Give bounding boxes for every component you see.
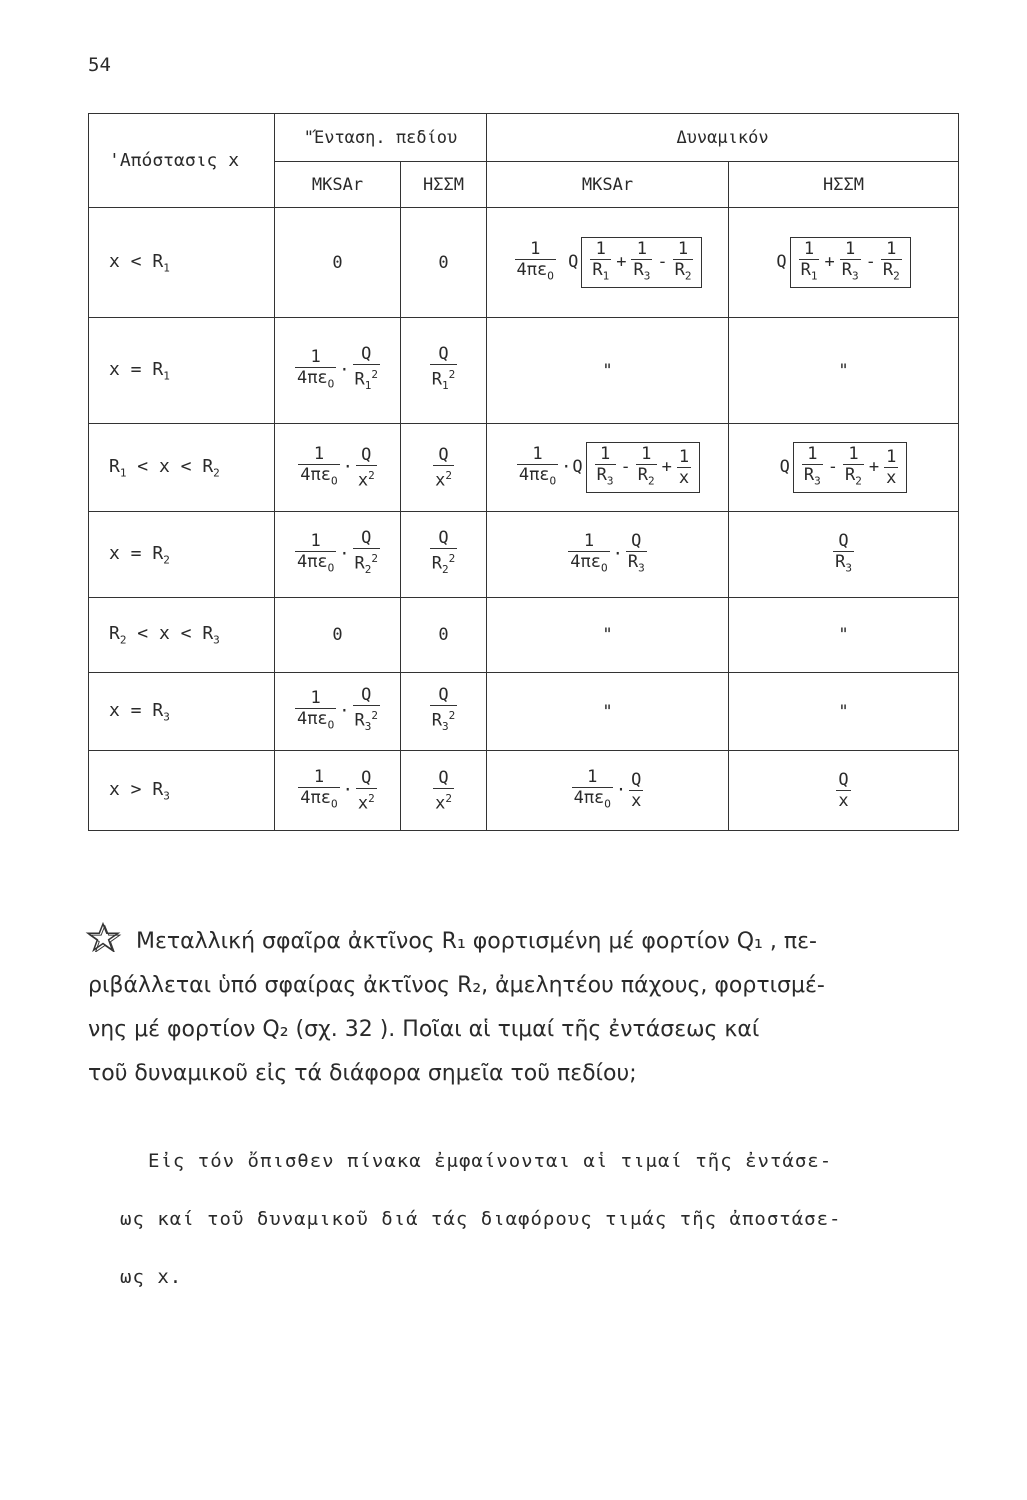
table-row [89,751,959,831]
answer-line: ως καί τοῦ δυναμικοῦ διά τάς διαφόρους τιμάς τῆς ἀποστάσε- [120,1208,842,1230]
potential-hssm-value: Q $\frac{1}{R_1}$ + $\frac{1}{R_3}$ - $\frac{1}{R_2}$ [729,208,959,318]
field-hssm-value: $\frac{Q}{x^2}$ [401,424,487,512]
header-potential-mksa: MKSAr [487,162,729,208]
header-field: "Ένταση. πεδίου [275,114,487,162]
field-hssm-value: $\frac{Q}{R_3^2}$ [401,673,487,751]
table-row [89,318,959,424]
problem-line: νης μέ φορτίον Q₂ (σχ. 32 ). Ποῖαι αἱ τιμαί τῆς ἐντάσεως καί [88,1017,760,1042]
star-icon [84,922,122,952]
potential-hssm-value: " [729,318,959,424]
row-label: $x = R_1$ [89,318,275,424]
table-row [89,208,959,318]
field-hssm-value: $\frac{Q}{R_2^2}$ [401,512,487,598]
potential-mksa-value: $\frac{1}{4\pi\varepsilon_O}$ Q $\frac{1}{R_1}$ + $\frac{1}{R_3}$ - $\frac{1}{R_2}$ [487,208,729,318]
row-label: $x > R_3$ [89,751,275,831]
header-field-hssm: ΗΣΣΜ [401,162,487,208]
header-potential: Δυναμικόν [487,114,959,162]
field-hssm-value: 0 [401,598,487,673]
potential-mksa-value: " [487,673,729,751]
row-label: $x = R_2$ [89,512,275,598]
potential-hssm-value: " [729,598,959,673]
field-mksa-value: $\frac{1}{4\pi\varepsilon_O}$ · $\frac{Q}{x^2}$ [275,751,401,831]
potential-mksa-value: $\frac{1}{4\pi\varepsilon_O}$ ·Q $\frac{1}{R_3}$ - $\frac{1}{R_2}$ + $\frac{1}{x}$ [487,424,729,512]
field-hssm-value: $\frac{Q}{R_1^2}$ [401,318,487,424]
field-mksa-value: $\frac{1}{4\pi\varepsilon_O}$ · $\frac{Q}{R_1^2}$ [275,318,401,424]
field-hssm-value: 0 [401,208,487,318]
potential-mksa-value: $\frac{1}{4\pi\varepsilon_O}$ · $\frac{Q}{R_3}$ [487,512,729,598]
field-hssm-value: $\frac{Q}{x^2}$ [401,751,487,831]
field-mksa-value: 0 [275,208,401,318]
page-number: 54 [88,54,111,76]
row-label: $x = R_3$ [89,673,275,751]
header-distance: 'Απόστασις x [89,114,275,208]
potential-mksa-value: " [487,598,729,673]
field-mksa-value: 0 [275,598,401,673]
field-potential-table [88,113,959,831]
header-field-mksa: MKSAr [275,162,401,208]
field-mksa-value: $\frac{1}{4\pi\varepsilon_O}$ · $\frac{Q}{R_3^2}$ [275,673,401,751]
problem-line: ριβάλλεται ὑπό σφαίρας ἀκτῖνος R₂, ἀμελητέου πάχους, φορτισμέ- [88,973,825,998]
answer-text [120,1132,958,1306]
answer-line: ως x. [120,1266,183,1288]
table-row [89,512,959,598]
problem-statement [88,920,958,1096]
table-row [89,598,959,673]
row-label: $R_2 < x < R_3$ [89,598,275,673]
table-row [89,673,959,751]
field-mksa-value: $\frac{1}{4\pi\varepsilon_O}$ · $\frac{Q}{x^2}$ [275,424,401,512]
field-mksa-value: $\frac{1}{4\pi\varepsilon_O}$ · $\frac{Q}{R_2^2}$ [275,512,401,598]
potential-hssm-value: $\frac{Q}{R_3}$ [729,512,959,598]
header-potential-hssm: ΗΣΣΜ [729,162,959,208]
row-label: $x < R_1$ [89,208,275,318]
problem-line: Μεταλλική σφαῖρα ἀκτῖνος R₁ φορτισμένη μέ φορτίον Q₁ , πε- [88,920,958,964]
problem-line: τοῦ δυναμικοῦ εἰς τά διάφορα σημεῖα τοῦ πεδίου; [88,1061,637,1086]
potential-hssm-value: " [729,673,959,751]
potential-mksa-value: " [487,318,729,424]
potential-hssm-value: Q $\frac{1}{R_3}$ - $\frac{1}{R_2}$ + $\frac{1}{x}$ [729,424,959,512]
row-label: $R_1 < x < R_2$ [89,424,275,512]
potential-hssm-value: $\frac{Q}{x}$ [729,751,959,831]
table-row [89,424,959,512]
potential-mksa-value: $\frac{1}{4\pi\varepsilon_O}$ · $\frac{Q}{x}$ [487,751,729,831]
answer-line: Εἰς τόν ὄπισθεν πίνακα ἐμφαίνονται αἱ τιμαί τῆς ἐντάσε- [148,1150,833,1172]
